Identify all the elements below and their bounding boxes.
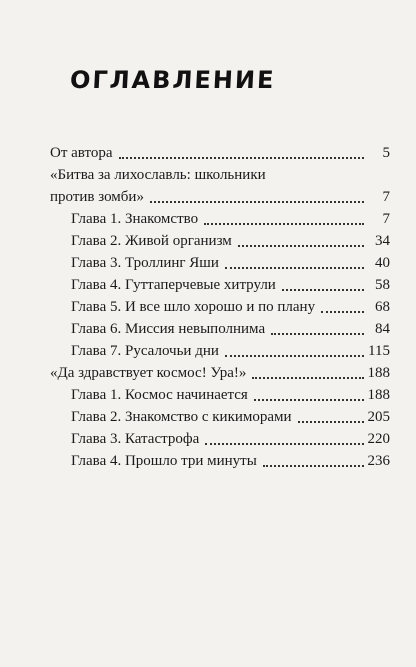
dot-leader — [225, 354, 364, 357]
toc-entry — [50, 274, 390, 296]
dot-leader — [119, 156, 364, 159]
dot-leader — [205, 442, 363, 445]
toc-entry-label: Глава 3. Троллинг Яши — [71, 255, 219, 271]
toc-entry — [50, 340, 390, 362]
dot-leader — [282, 288, 364, 291]
toc-entry — [50, 318, 390, 340]
dot-leader — [238, 244, 364, 247]
toc-entry-page: 68 — [375, 299, 390, 315]
toc-entry-label: «Битва за лихославль: школьники — [50, 167, 266, 183]
dot-leader — [298, 420, 364, 423]
toc-entry — [50, 428, 390, 450]
toc-entry-label: Глава 7. Русалочьи дни — [71, 343, 219, 359]
toc-entry-label: От автора — [50, 145, 113, 161]
toc-entry — [50, 384, 390, 406]
toc-entry-label: Глава 2. Живой организм — [71, 233, 232, 249]
toc-entry-label: «Да здравствует космос! Ура!» — [50, 365, 247, 381]
dot-leader — [204, 222, 364, 225]
toc-entry-page: 188 — [367, 387, 390, 403]
toc-entry-page: 115 — [368, 343, 390, 359]
toc-entry-page: 236 — [367, 453, 390, 469]
toc-entry — [50, 208, 390, 230]
dot-leader — [271, 332, 364, 335]
toc-entry-page: 40 — [375, 255, 390, 271]
toc-entry-label: Глава 5. И все шло хорошо и по плану — [71, 299, 316, 315]
toc-entry-page: 7 — [382, 189, 390, 205]
toc-entry-page: 205 — [367, 409, 390, 425]
toc-entry-page: 84 — [375, 321, 390, 337]
toc-entry-page: 188 — [367, 365, 390, 381]
toc-entry-label: Глава 4. Прошло три минуты — [71, 453, 257, 469]
page-title: ОГЛАВЛЕНИЕ — [69, 66, 277, 94]
toc-entry-page: 220 — [367, 431, 390, 447]
toc-entry — [50, 362, 390, 384]
toc-entry — [50, 164, 390, 186]
toc-entry-label: Глава 2. Знакомство с кикиморами — [71, 409, 292, 425]
toc-entry-label: Глава 1. Знакомство — [71, 211, 199, 227]
dot-leader — [254, 398, 364, 401]
dot-leader — [321, 310, 364, 313]
toc-entry-page: 7 — [382, 211, 390, 227]
dot-leader — [150, 200, 364, 203]
dot-leader — [225, 266, 364, 269]
toc-entry-page: 5 — [382, 145, 390, 161]
toc-entry — [50, 186, 390, 208]
toc-entry-label: Глава 1. Космос начинается — [71, 387, 248, 403]
toc-entry — [50, 406, 390, 428]
toc-entry — [50, 252, 390, 274]
toc-entry-label: Глава 6. Миссия невыполнима — [71, 321, 266, 337]
table-of-contents — [50, 142, 390, 472]
toc-entry — [50, 230, 390, 252]
toc-entry-label: Глава 3. Катастрофа — [71, 431, 200, 447]
toc-entry-label: Глава 4. Гуттаперчевые хитрули — [71, 277, 276, 293]
toc-entry-page: 58 — [375, 277, 390, 293]
toc-entry-label: против зомби» — [50, 189, 144, 205]
toc-entry-page: 34 — [375, 233, 390, 249]
toc-entry — [50, 450, 390, 472]
dot-leader — [252, 376, 363, 379]
dot-leader — [263, 464, 364, 467]
toc-entry — [50, 296, 390, 318]
toc-entry — [50, 142, 390, 164]
dot-leader — [272, 180, 364, 181]
